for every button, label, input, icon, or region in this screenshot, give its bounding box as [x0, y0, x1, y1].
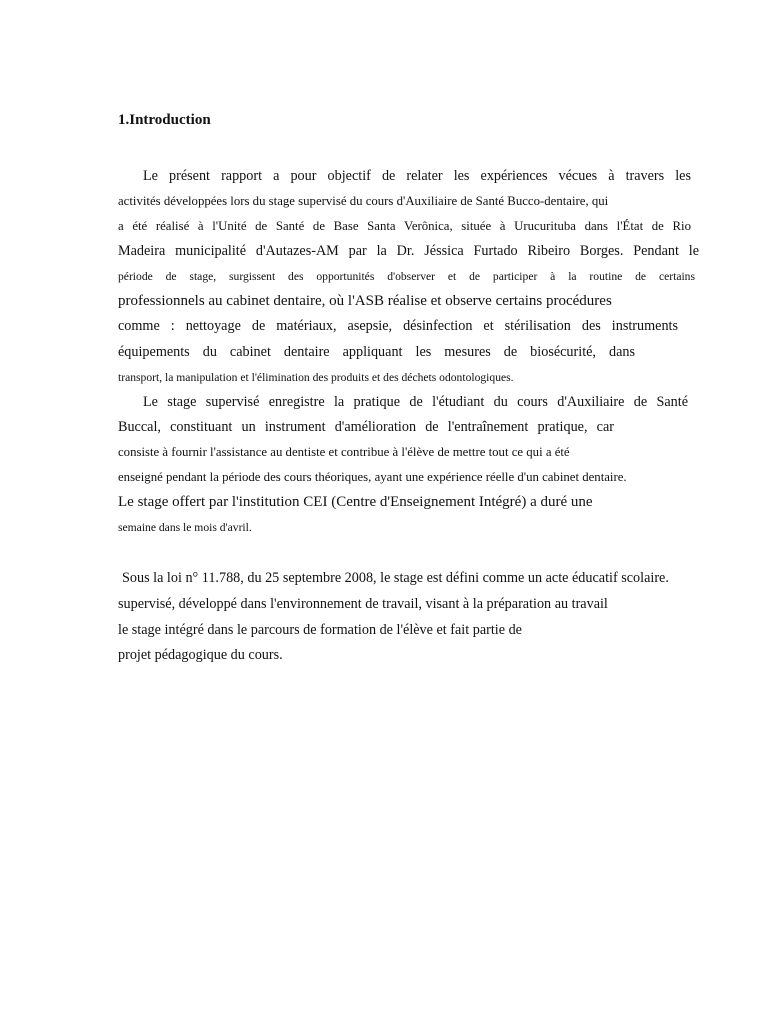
paragraph-line: a été réalisé à l'Unité de Santé de Base Santa Verônica, située à Urucurituba dans l'État de Rio: [118, 219, 691, 233]
paragraph-line: enseigné pendant la période des cours théoriques, ayant une expérience réelle d'un cabinet dentaire.: [118, 470, 627, 484]
paragraph-line: période de stage, surgissent des opportunités d'observer et de participer à la routine de certains: [118, 270, 695, 283]
paragraph-line: transport, la manipulation et l'élimination des produits et des déchets odontologiques.: [118, 371, 514, 384]
paragraph-line: Madeira municipalité d'Autazes-AM par la Dr. Jéssica Furtado Ribeiro Borges. Pendant le: [118, 243, 699, 259]
paragraph-line: le stage intégré dans le parcours de formation de l'élève et fait partie de: [118, 622, 522, 638]
paragraph-line: Buccal, constituant un instrument d'amélioration de l'entraînement pratique, car: [118, 419, 614, 435]
paragraph-line: équipements du cabinet dentaire appliquant les mesures de biosécurité, dans: [118, 344, 635, 360]
paragraph-line: activités développées lors du stage supervisé du cours d'Auxiliaire de Santé Bucco-dentaire, qui: [118, 194, 609, 208]
paragraph-line: projet pédagogique du cours.: [118, 647, 283, 663]
section-heading: 1.Introduction: [118, 112, 211, 128]
paragraph-line: comme : nettoyage de matériaux, asepsie, désinfection et stérilisation des instruments: [118, 318, 678, 334]
paragraph-line: semaine dans le mois d'avril.: [118, 521, 252, 534]
paragraph-line: Le stage offert par l'institution CEI (Centre d'Enseignement Intégré) a duré une: [118, 494, 593, 510]
paragraph-line: consiste à fournir l'assistance au dentiste et contribue à l'élève de mettre tout ce qui a été: [118, 445, 570, 459]
paragraph-line: supervisé, développé dans l'environnement de travail, visant à la préparation au travail: [118, 596, 608, 612]
paragraph-line: Le présent rapport a pour objectif de relater les expériences vécues à travers les: [143, 168, 691, 184]
paragraph-line: Sous la loi n° 11.788, du 25 septembre 2008, le stage est défini comme un acte éducatif scolaire.: [122, 570, 669, 586]
paragraph-line: Le stage supervisé enregistre la pratique de l'étudiant du cours d'Auxiliaire de Santé: [143, 394, 688, 410]
paragraph-line: professionnels au cabinet dentaire, où l'ASB réalise et observe certains procédures: [118, 293, 612, 309]
